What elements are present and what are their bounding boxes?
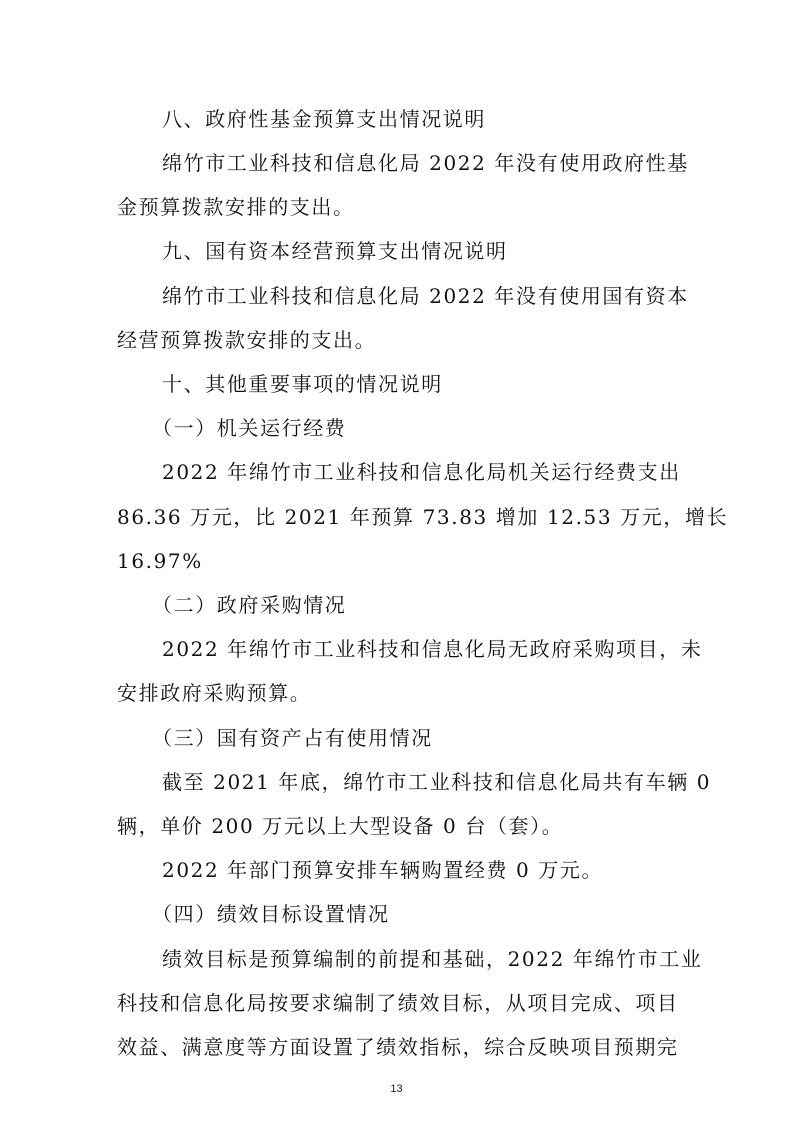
paragraph-line: 2022 年绵竹市工业科技和信息化局机关运行经费支出: [162, 460, 681, 484]
subsection-heading-procurement: （二）政府采购情况: [152, 593, 347, 617]
paragraph-line: 16.97%: [117, 549, 203, 573]
paragraph-line: 绵竹市工业科技和信息化局 2022 年没有使用国有资本: [162, 284, 689, 308]
paragraph-line: 金预算拨款安排的支出。: [117, 195, 355, 219]
subsection-heading-operating-expenses: （一）机关运行经费: [152, 416, 347, 440]
paragraph-line: 效益、满意度等方面设置了绩效指标，综合反映项目预期完: [117, 1035, 679, 1059]
paragraph-line: 辆，单价 200 万元以上大型设备 0 台（套）。: [117, 814, 564, 838]
section-heading-state-capital: 九、国有资本经营预算支出情况说明: [162, 239, 508, 263]
paragraph-line: 经营预算拨款安排的支出。: [117, 328, 377, 352]
subsection-heading-performance-goals: （四）绩效目标设置情况: [152, 902, 390, 926]
paragraph-line: 2022 年绵竹市工业科技和信息化局无政府采购项目，未: [162, 637, 703, 661]
paragraph-line: 绵竹市工业科技和信息化局 2022 年没有使用政府性基: [162, 151, 689, 175]
subsection-heading-state-assets: （三）国有资产占有使用情况: [152, 726, 433, 750]
paragraph-line: 科技和信息化局按要求编制了绩效目标，从项目完成、项目: [117, 991, 679, 1015]
paragraph-line: 2022 年部门预算安排车辆购置经费 0 万元。: [162, 858, 604, 882]
page-number: 13: [390, 1083, 403, 1095]
section-heading-other-matters: 十、其他重要事项的情况说明: [162, 372, 443, 396]
paragraph-line: 截至 2021 年底，绵竹市工业科技和信息化局共有车辆 0: [162, 770, 712, 794]
section-heading-government-fund: 八、政府性基金预算支出情况说明: [162, 107, 486, 131]
paragraph-line: 安排政府采购预算。: [117, 681, 312, 705]
paragraph-line: 86.36 万元，比 2021 年预算 73.83 增加 12.53 万元，增长: [117, 505, 729, 529]
paragraph-line: 绩效目标是预算编制的前提和基础，2022 年绵竹市工业: [162, 947, 703, 971]
